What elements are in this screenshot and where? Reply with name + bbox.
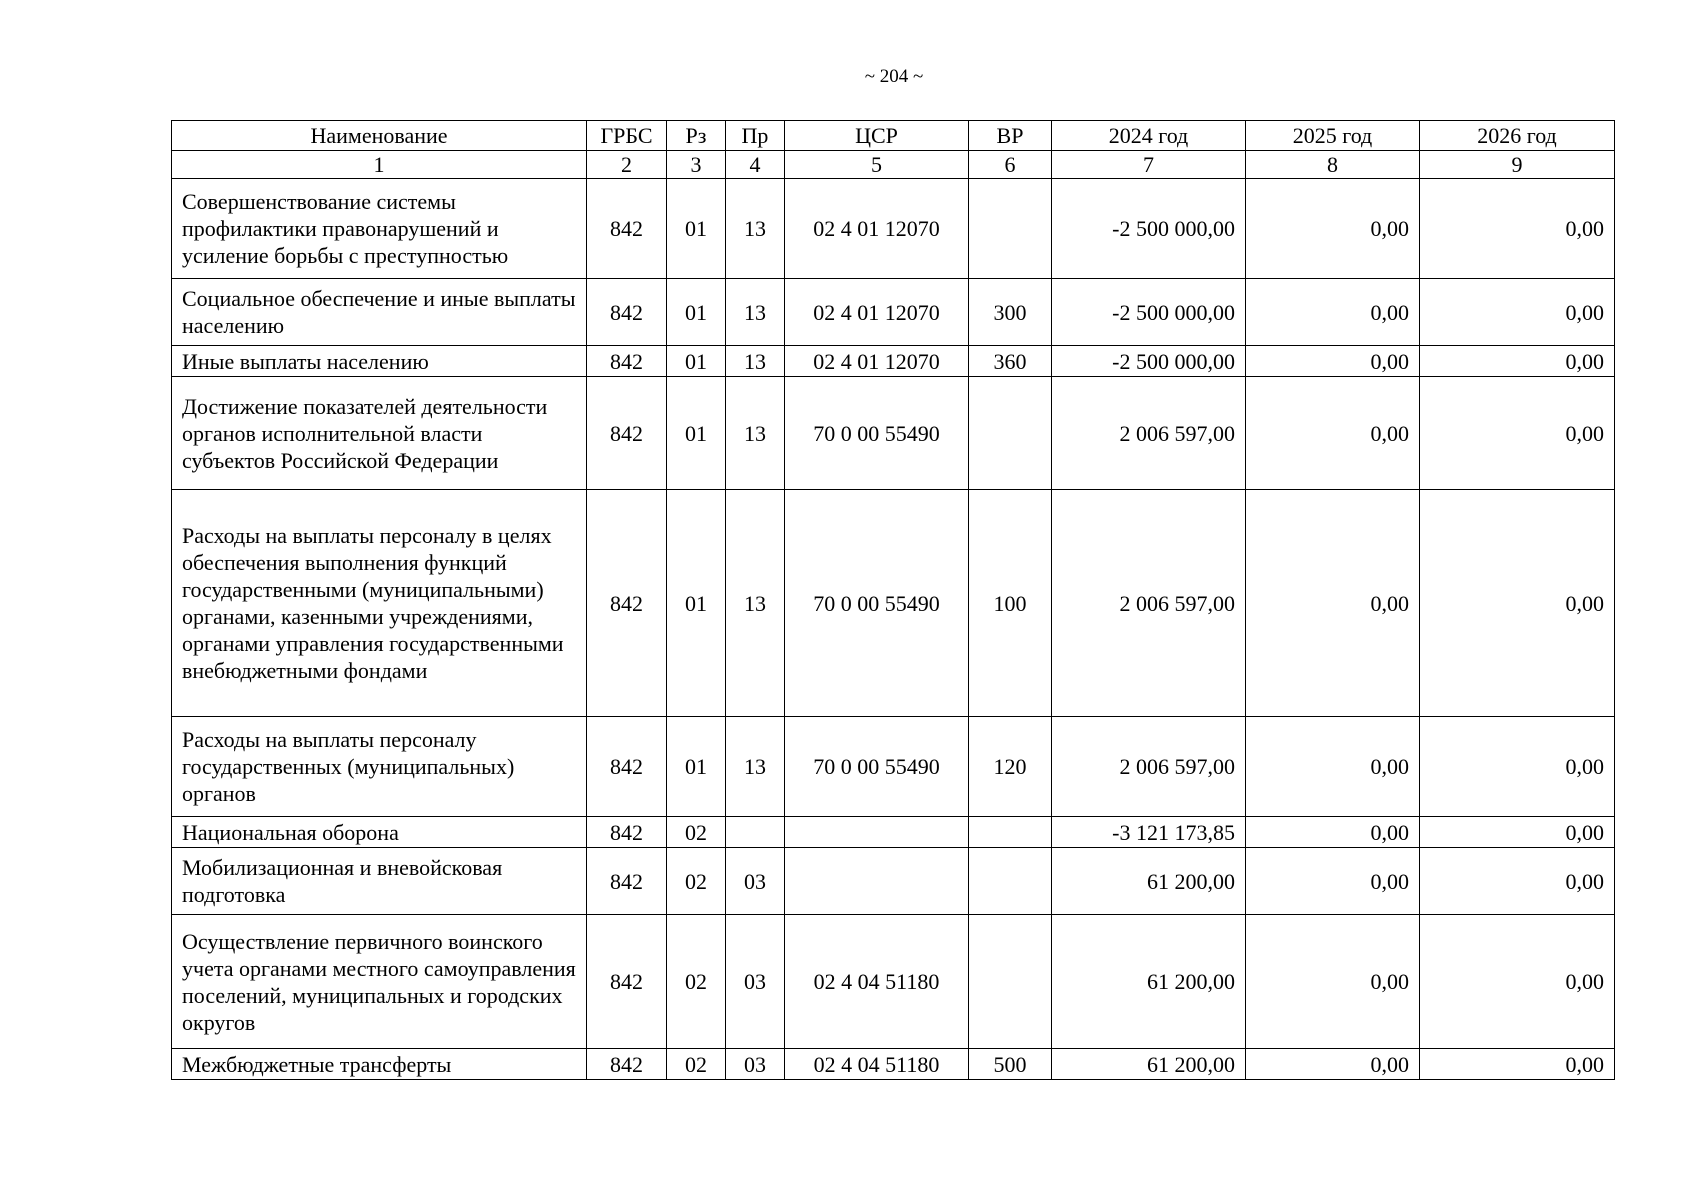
row-csr: 02 4 01 12070 — [785, 346, 969, 377]
row-csr — [785, 848, 969, 915]
row-2026: 0,00 — [1420, 179, 1615, 279]
row-vr — [969, 817, 1052, 848]
row-vr: 120 — [969, 717, 1052, 817]
row-vr: 100 — [969, 490, 1052, 717]
header-2026: 2026 год — [1420, 121, 1615, 151]
row-csr: 02 4 01 12070 — [785, 179, 969, 279]
row-2024: -3 121 173,85 — [1052, 817, 1246, 848]
row-vr — [969, 179, 1052, 279]
row-grbs: 842 — [587, 377, 667, 490]
header-vr: ВР — [969, 121, 1052, 151]
row-2024: -2 500 000,00 — [1052, 279, 1246, 346]
row-rz: 02 — [667, 1049, 726, 1080]
column-number: 2 — [587, 151, 667, 179]
row-2024: -2 500 000,00 — [1052, 179, 1246, 279]
row-name: Национальная оборона — [172, 817, 587, 848]
table-row — [172, 490, 1615, 717]
row-rz: 01 — [667, 346, 726, 377]
column-number: 6 — [969, 151, 1052, 179]
row-rz: 01 — [667, 279, 726, 346]
row-vr: 360 — [969, 346, 1052, 377]
row-pr: 03 — [726, 848, 785, 915]
row-csr: 02 4 01 12070 — [785, 279, 969, 346]
table-row — [172, 848, 1615, 915]
row-vr — [969, 377, 1052, 490]
row-2026: 0,00 — [1420, 490, 1615, 717]
row-name: Иные выплаты населению — [172, 346, 587, 377]
row-pr: 13 — [726, 490, 785, 717]
row-grbs: 842 — [587, 179, 667, 279]
row-vr — [969, 848, 1052, 915]
row-2026: 0,00 — [1420, 279, 1615, 346]
row-2026: 0,00 — [1420, 377, 1615, 490]
row-rz: 02 — [667, 848, 726, 915]
header-rz: Рз — [667, 121, 726, 151]
row-rz: 01 — [667, 377, 726, 490]
row-pr — [726, 817, 785, 848]
header-2025: 2025 год — [1246, 121, 1420, 151]
row-2025: 0,00 — [1246, 179, 1420, 279]
row-2024: 2 006 597,00 — [1052, 377, 1246, 490]
row-grbs: 842 — [587, 817, 667, 848]
row-2024: 2 006 597,00 — [1052, 717, 1246, 817]
column-number-row — [172, 151, 1615, 179]
page-number: ~ 204 ~ — [864, 66, 924, 87]
row-2026: 0,00 — [1420, 346, 1615, 377]
row-2024: -2 500 000,00 — [1052, 346, 1246, 377]
row-2026: 0,00 — [1420, 717, 1615, 817]
row-2025: 0,00 — [1246, 848, 1420, 915]
row-pr: 13 — [726, 279, 785, 346]
row-vr: 500 — [969, 1049, 1052, 1080]
column-number: 3 — [667, 151, 726, 179]
row-rz: 02 — [667, 817, 726, 848]
column-number: 7 — [1052, 151, 1246, 179]
row-name: Расходы на выплаты персоналу в целях обеспечения выполнения функций государственными (муниципальными) органами, казенными учреждениями, органами управления государственными внебюджетными фондами — [172, 490, 587, 717]
column-number: 1 — [172, 151, 587, 179]
row-name: Расходы на выплаты персоналу государственных (муниципальных) органов — [172, 717, 587, 817]
row-pr: 13 — [726, 717, 785, 817]
row-grbs: 842 — [587, 1049, 667, 1080]
row-2024: 2 006 597,00 — [1052, 490, 1246, 717]
row-grbs: 842 — [587, 279, 667, 346]
row-2026: 0,00 — [1420, 915, 1615, 1049]
table-row — [172, 817, 1615, 848]
row-grbs: 842 — [587, 490, 667, 717]
row-rz: 01 — [667, 717, 726, 817]
row-grbs: 842 — [587, 717, 667, 817]
column-number: 4 — [726, 151, 785, 179]
row-2025: 0,00 — [1246, 377, 1420, 490]
row-pr: 13 — [726, 179, 785, 279]
column-number: 8 — [1246, 151, 1420, 179]
header-csr: ЦСР — [785, 121, 969, 151]
header-pr: Пр — [726, 121, 785, 151]
header-2024: 2024 год — [1052, 121, 1246, 151]
row-2026: 0,00 — [1420, 848, 1615, 915]
table-row — [172, 1049, 1615, 1080]
budget-table — [171, 120, 1615, 1080]
row-2025: 0,00 — [1246, 1049, 1420, 1080]
row-rz: 01 — [667, 490, 726, 717]
header-grbs: ГРБС — [587, 121, 667, 151]
table-row — [172, 717, 1615, 817]
row-2026: 0,00 — [1420, 817, 1615, 848]
header-row — [172, 121, 1615, 151]
table-row — [172, 346, 1615, 377]
row-rz: 02 — [667, 915, 726, 1049]
row-rz: 01 — [667, 179, 726, 279]
row-csr: 70 0 00 55490 — [785, 377, 969, 490]
row-grbs: 842 — [587, 915, 667, 1049]
row-2024: 61 200,00 — [1052, 848, 1246, 915]
table-row — [172, 377, 1615, 490]
table-row — [172, 279, 1615, 346]
row-grbs: 842 — [587, 346, 667, 377]
row-csr: 70 0 00 55490 — [785, 717, 969, 817]
row-name: Осуществление первичного воинского учета органами местного самоуправления поселений, муниципальных и городских округов — [172, 915, 587, 1049]
row-2025: 0,00 — [1246, 346, 1420, 377]
row-csr — [785, 817, 969, 848]
row-name: Совершенствование системы профилактики правонарушений и усиление борьбы с преступностью — [172, 179, 587, 279]
row-name: Социальное обеспечение и иные выплаты населению — [172, 279, 587, 346]
row-2025: 0,00 — [1246, 817, 1420, 848]
row-pr: 03 — [726, 915, 785, 1049]
header-name: Наименование — [172, 121, 587, 151]
row-2025: 0,00 — [1246, 490, 1420, 717]
row-vr: 300 — [969, 279, 1052, 346]
table-row — [172, 179, 1615, 279]
row-2026: 0,00 — [1420, 1049, 1615, 1080]
row-2025: 0,00 — [1246, 717, 1420, 817]
row-2024: 61 200,00 — [1052, 1049, 1246, 1080]
row-pr: 13 — [726, 377, 785, 490]
row-pr: 13 — [726, 346, 785, 377]
row-name: Мобилизационная и вневойсковая подготовка — [172, 848, 587, 915]
row-pr: 03 — [726, 1049, 785, 1080]
row-csr: 70 0 00 55490 — [785, 490, 969, 717]
row-grbs: 842 — [587, 848, 667, 915]
row-2024: 61 200,00 — [1052, 915, 1246, 1049]
row-name: Межбюджетные трансферты — [172, 1049, 587, 1080]
column-number: 9 — [1420, 151, 1615, 179]
row-csr: 02 4 04 51180 — [785, 915, 969, 1049]
row-2025: 0,00 — [1246, 279, 1420, 346]
row-csr: 02 4 04 51180 — [785, 1049, 969, 1080]
row-vr — [969, 915, 1052, 1049]
row-2025: 0,00 — [1246, 915, 1420, 1049]
column-number: 5 — [785, 151, 969, 179]
table-row — [172, 915, 1615, 1049]
row-name: Достижение показателей деятельности органов исполнительной власти субъектов Российской Федерации — [172, 377, 587, 490]
